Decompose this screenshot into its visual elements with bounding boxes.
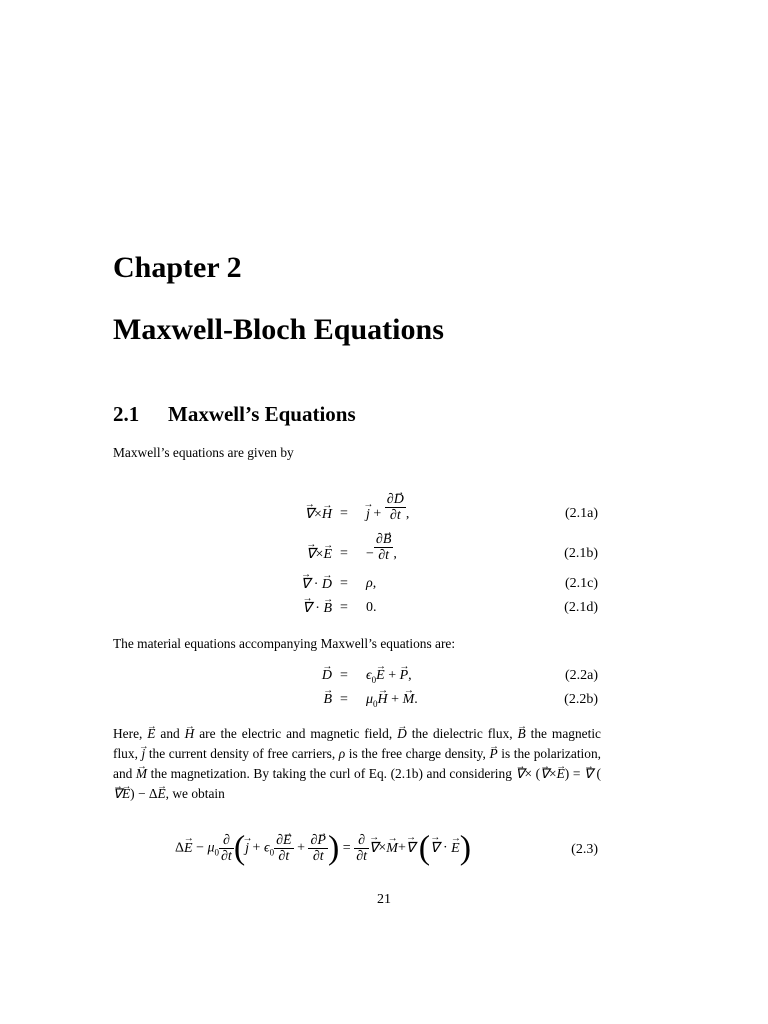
chapter-title: Maxwell-Bloch Equations [113,313,444,346]
equation-tag: (2.3) [571,842,598,857]
material-paragraph: The material equations accompanying Maxwell’s equations are: [113,636,456,651]
section-number: 2.1 [113,402,140,426]
equation-2-1a: → ∇×→ H = → j + $\frac{\partial\to D}{\partial t}$ , (2.1a) [0,502,768,526]
equation-tag: (2.2a) [564,668,598,683]
equation-tag: (2.1c) [564,576,598,591]
equation-2-1c: → ∇ · → D = ρ, (2.1c) [0,572,768,596]
equation-2-1d: → ∇ · → B = 0. (2.1d) [0,596,768,620]
description-paragraph: Here, → E and → H are the electric and magnetic field, → D the dielectric flux, → B the magnetic flux, → j the current density of free carriers, ρ is the free charge density, → P is the polarization, and → M the magnetization. By taking the curl of Eq. (2.1b) and considering → ∇× (→ ∇×→ E) = → ∇ (→ ∇→ E) − Δ→ E, we obtain [113,724,601,804]
section-heading [113,402,356,427]
equation-2-3: $\Delta\to E - \mu_0$ $\frac{\partial}{\partial t}$ (→ $j + \epsilon_0$ $\frac{\partial\to E}{\partial t}$ + $\frac{\partial\to P}{\partial t}$ ) = $\frac{\partial}{\partial t}$ → ∇×→ M+→ ∇ (→ ∇ · → E) (2.3) [0,825,768,877]
equation-2-1b: → ∇×→ E = − $\frac{\partial\to B}{\partial t}$ , (2.1b) [0,542,768,566]
equation-2-2b: → B = $\mu_0\to H$ + → M. (2.2b) [0,688,768,712]
equation-2-2a: → D = $\epsilon_0\to E$ + → P, (2.2a) [0,664,768,688]
page-number: 21 [377,892,391,907]
equation-tag: (2.1b) [564,546,598,561]
section-title: Maxwell’s Equations [168,402,356,426]
equation-tag: (2.2b) [564,692,598,707]
equation-tag: (2.1d) [564,600,598,615]
intro-paragraph: Maxwell’s equations are given by [113,445,294,460]
chapter-label: Chapter 2 [113,251,242,284]
equation-tag: (2.1a) [564,506,598,521]
